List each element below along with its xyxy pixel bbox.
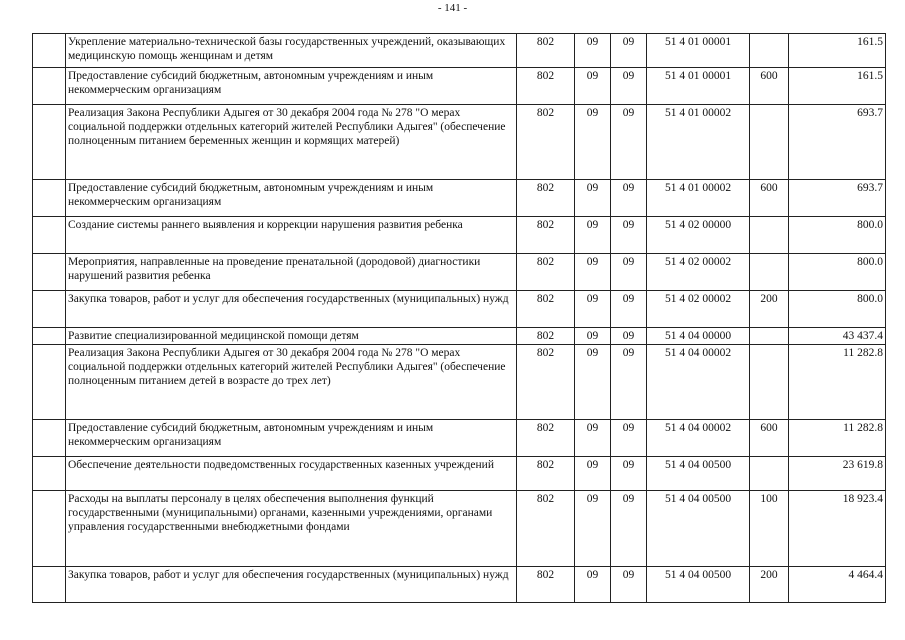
blank-cell [33, 345, 66, 420]
item-name: Расходы на выплаты персоналу в целях обеспечения выполнения функций государственными (муниципальными) органами, казенными учреждениями, органами управления государственными внебюджетными фондами [66, 491, 517, 567]
target-code: 51 4 02 00002 [647, 291, 750, 328]
section-code: 09 [575, 291, 611, 328]
amount: 4 464.4 [789, 567, 886, 603]
expense-kind [750, 457, 789, 491]
amount: 693.7 [789, 105, 886, 180]
subsection-code: 09 [611, 345, 647, 420]
subsection-code: 09 [611, 254, 647, 291]
subsection-code: 09 [611, 68, 647, 105]
dept-code: 802 [517, 345, 575, 420]
section-code: 09 [575, 328, 611, 345]
dept-code: 802 [517, 217, 575, 254]
item-name: Реализация Закона Республики Адыгея от 30 декабря 2004 года № 278 "О мерах социальной поддержки отдельных категорий жителей Республики Адыгея" (обеспечение полноценным питанием детей в возрасте до трех лет) [66, 345, 517, 420]
target-code: 51 4 02 00000 [647, 217, 750, 254]
blank-cell [33, 291, 66, 328]
subsection-code: 09 [611, 34, 647, 68]
section-code: 09 [575, 457, 611, 491]
item-name: Мероприятия, направленные на проведение пренатальной (дородовой) диагностики нарушений развития ребенка [66, 254, 517, 291]
amount: 693.7 [789, 180, 886, 217]
blank-cell [33, 567, 66, 603]
expense-kind [750, 217, 789, 254]
amount: 800.0 [789, 291, 886, 328]
subsection-code: 09 [611, 105, 647, 180]
budget-table [32, 33, 886, 603]
expense-kind [750, 105, 789, 180]
amount: 43 437.4 [789, 328, 886, 345]
target-code: 51 4 02 00002 [647, 254, 750, 291]
blank-cell [33, 254, 66, 291]
expense-kind [750, 254, 789, 291]
target-code: 51 4 01 00002 [647, 105, 750, 180]
blank-cell [33, 68, 66, 105]
blank-cell [33, 328, 66, 345]
subsection-code: 09 [611, 328, 647, 345]
blank-cell [33, 34, 66, 68]
target-code: 51 4 04 00500 [647, 457, 750, 491]
blank-cell [33, 180, 66, 217]
table-row [33, 105, 886, 180]
dept-code: 802 [517, 491, 575, 567]
section-code: 09 [575, 254, 611, 291]
item-name: Предоставление субсидий бюджетным, автономным учреждениям и иным некоммерческим организациям [66, 420, 517, 457]
dept-code: 802 [517, 105, 575, 180]
blank-cell [33, 105, 66, 180]
dept-code: 802 [517, 457, 575, 491]
item-name: Закупка товаров, работ и услуг для обеспечения государственных (муниципальных) нужд [66, 567, 517, 603]
amount: 161.5 [789, 68, 886, 105]
table-row [33, 68, 886, 105]
dept-code: 802 [517, 180, 575, 217]
table-row [33, 34, 886, 68]
target-code: 51 4 01 00001 [647, 68, 750, 105]
table-row [33, 457, 886, 491]
item-name: Обеспечение деятельности подведомственных государственных казенных учреждений [66, 457, 517, 491]
dept-code: 802 [517, 328, 575, 345]
item-name: Предоставление субсидий бюджетным, автономным учреждениям и иным некоммерческим организациям [66, 180, 517, 217]
table-row [33, 328, 886, 345]
subsection-code: 09 [611, 567, 647, 603]
table-row [33, 420, 886, 457]
section-code: 09 [575, 105, 611, 180]
table-row [33, 491, 886, 567]
subsection-code: 09 [611, 217, 647, 254]
target-code: 51 4 04 00002 [647, 420, 750, 457]
expense-kind: 200 [750, 567, 789, 603]
amount: 161.5 [789, 34, 886, 68]
subsection-code: 09 [611, 420, 647, 457]
dept-code: 802 [517, 68, 575, 105]
table-row [33, 180, 886, 217]
expense-kind: 600 [750, 420, 789, 457]
section-code: 09 [575, 420, 611, 457]
amount: 800.0 [789, 217, 886, 254]
page-number: - 141 - [437, 2, 468, 14]
amount: 11 282.8 [789, 420, 886, 457]
target-code: 51 4 01 00001 [647, 34, 750, 68]
amount: 18 923.4 [789, 491, 886, 567]
target-code: 51 4 04 00000 [647, 328, 750, 345]
table-row [33, 291, 886, 328]
expense-kind [750, 34, 789, 68]
table-row [33, 567, 886, 603]
subsection-code: 09 [611, 491, 647, 567]
subsection-code: 09 [611, 180, 647, 217]
target-code: 51 4 04 00500 [647, 491, 750, 567]
section-code: 09 [575, 217, 611, 254]
dept-code: 802 [517, 420, 575, 457]
subsection-code: 09 [611, 291, 647, 328]
target-code: 51 4 04 00002 [647, 345, 750, 420]
expense-kind: 200 [750, 291, 789, 328]
dept-code: 802 [517, 254, 575, 291]
expense-kind [750, 328, 789, 345]
section-code: 09 [575, 68, 611, 105]
section-code: 09 [575, 180, 611, 217]
target-code: 51 4 01 00002 [647, 180, 750, 217]
table-row [33, 254, 886, 291]
item-name: Укрепление материально-технической базы государственных учреждений, оказывающих медицинскую помощь женщинам и детям [66, 34, 517, 68]
expense-kind: 100 [750, 491, 789, 567]
amount: 11 282.8 [789, 345, 886, 420]
item-name: Предоставление субсидий бюджетным, автономным учреждениям и иным некоммерческим организациям [66, 68, 517, 105]
section-code: 09 [575, 34, 611, 68]
item-name: Закупка товаров, работ и услуг для обеспечения государственных (муниципальных) нужд [66, 291, 517, 328]
target-code: 51 4 04 00500 [647, 567, 750, 603]
item-name: Создание системы раннего выявления и коррекции нарушения развития ребенка [66, 217, 517, 254]
amount: 800.0 [789, 254, 886, 291]
amount: 23 619.8 [789, 457, 886, 491]
blank-cell [33, 420, 66, 457]
subsection-code: 09 [611, 457, 647, 491]
expense-kind: 600 [750, 180, 789, 217]
item-name: Развитие специализированной медицинской помощи детям [66, 328, 517, 345]
section-code: 09 [575, 345, 611, 420]
blank-cell [33, 457, 66, 491]
table-row [33, 217, 886, 254]
dept-code: 802 [517, 34, 575, 68]
blank-cell [33, 217, 66, 254]
table-row [33, 345, 886, 420]
blank-cell [33, 491, 66, 567]
section-code: 09 [575, 567, 611, 603]
dept-code: 802 [517, 291, 575, 328]
expense-kind: 600 [750, 68, 789, 105]
dept-code: 802 [517, 567, 575, 603]
expense-kind [750, 345, 789, 420]
section-code: 09 [575, 491, 611, 567]
item-name: Реализация Закона Республики Адыгея от 30 декабря 2004 года № 278 "О мерах социальной поддержки отдельных категорий жителей Республики Адыгея" (обеспечение полноценным питанием беременных женщин и кормящих матерей) [66, 105, 517, 180]
